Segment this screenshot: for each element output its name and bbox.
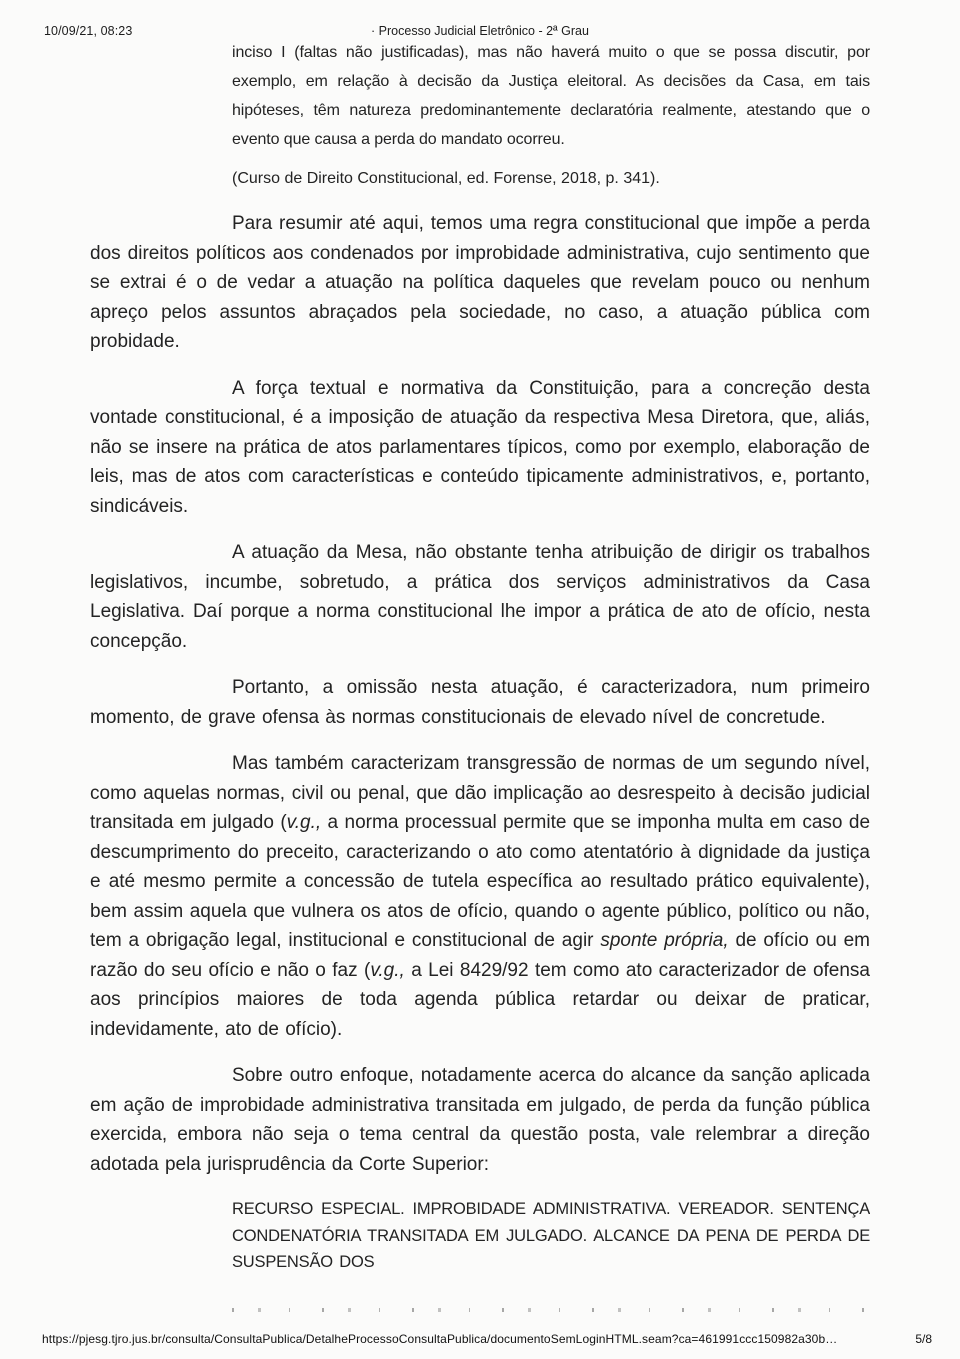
jurisprudence-quote-1: RECURSO ESPECIAL. IMPROBIDADE ADMINISTRATIVA. VEREADOR. SENTENÇA CONDENATÓRIA TRANSITADA EM JULGADO. ALCANCE DA PENA DE PERDA DE SUSPENSÃO DOS <box>232 1200 870 1271</box>
text-segment-italic: v.g., <box>370 959 405 981</box>
paragraph-2: A força textual e normativa da Constituição, para a concreção desta vontade constitucional, é a imposição de atuação da respectiva Mesa Diretora, que, aliás, não se insere na prática de atos parlamentares típicos, como por exemplo, elaboração de leis, mas de atos com características e conteúdo tipicamente administrativos, e, portanto, sindicáveis. <box>90 377 870 517</box>
header-datetime: 10/09/21, 08:23 <box>44 24 133 38</box>
text-segment: a norma processual permite que se imponha multa em caso de descumprimento do preceito, caracterizando o ato como atentatório à dignidade da justiça e até mesmo permite a concessão de tutela específica ao resultado prático equivalente), bem assim aquela que vulnera os atos de ofício, quando o agente público, político ou não, tem a obrigação legal, institucional e constitucional de agir <box>90 812 870 951</box>
text-segment: a Lei 8429/92 tem como ato caracterizador de ofensa aos princípios maiores de toda agenda pública retardar ou deixar de praticar, indevidamente, ato de ofício). <box>90 959 870 1040</box>
paragraph-3: A atuação da Mesa, não obstante tenha atribuição de dirigir os trabalhos legislativos, incumbe, sobretudo, a prática dos serviços administrativos da Casa Legislativa. Daí porque a norma constitucional lhe impor a prática de ato de ofício, nesta concepção. <box>90 542 870 652</box>
page-indicator: 5/8 <box>915 1332 932 1346</box>
doctrine-citation: (Curso de Direito Constitucional, ed. Forense, 2018, p. 341). <box>232 170 660 187</box>
doctrine-quote: inciso I (faltas não justificadas), mas não haverá muito o que se possa discutir, por exemplo, em relação à decisão da Justiça eleitoral. As decisões da Casa, em tais hipóteses, têm natureza predominantemente declaratória realmente, atestando que o evento que causa a perda do mandato ocorreu. <box>232 44 870 148</box>
page-footer <box>42 1332 938 1346</box>
header-title: · Processo Judicial Eletrônico - 2ª Grau <box>371 24 589 38</box>
paragraph-6: Sobre outro enfoque, notadamente acerca do alcance da sanção aplicada em ação de improbidade administrativa transitada em julgado, de perda da função pública exercida, embora não seja o tema central da questão posta, vale relembrar a direção adotada pela jurisprudência da Corte Superior: <box>90 1065 870 1175</box>
document-body <box>90 38 870 1288</box>
paragraph-4: Portanto, a omissão nesta atuação, é caracterizadora, num primeiro momento, de grave ofensa às normas constitucionais de elevado nível de concretude. <box>90 677 870 728</box>
text-segment-italic: v.g., <box>286 812 322 833</box>
text-segment-italic: sponte própria, <box>600 930 729 951</box>
paragraph-1: Para resumir até aqui, temos uma regra constitucional que impõe a perda dos direitos políticos aos condenados por improbidade administrativa, cujo sentimento que se extrai é o de vedar a atuação na política daqueles que revelam pouco ou nenhum apreço pelos assuntos abraçados pela sociedade, no caso, a atuação pública com probidade. <box>90 213 870 352</box>
paragraph-5 <box>90 749 870 1044</box>
cutoff-text-artifact <box>232 1308 868 1312</box>
text-segment: Mas também caracterizam transgressão de normas de um segundo nível, como aquelas normas, civil ou penal, que dão implicação ao desrespeito à decisão judicial transitada em julgado ( <box>90 753 870 833</box>
text-segment: de ofício ou em razão do seu ofício e não o faz ( <box>90 930 870 981</box>
footer-url: https://pjesg.tjro.jus.br/consulta/ConsultaPublica/DetalheProcessoConsultaPublica/documentoSemLoginHTML.seam?ca=461991ccc150982a30b… <box>42 1332 838 1346</box>
